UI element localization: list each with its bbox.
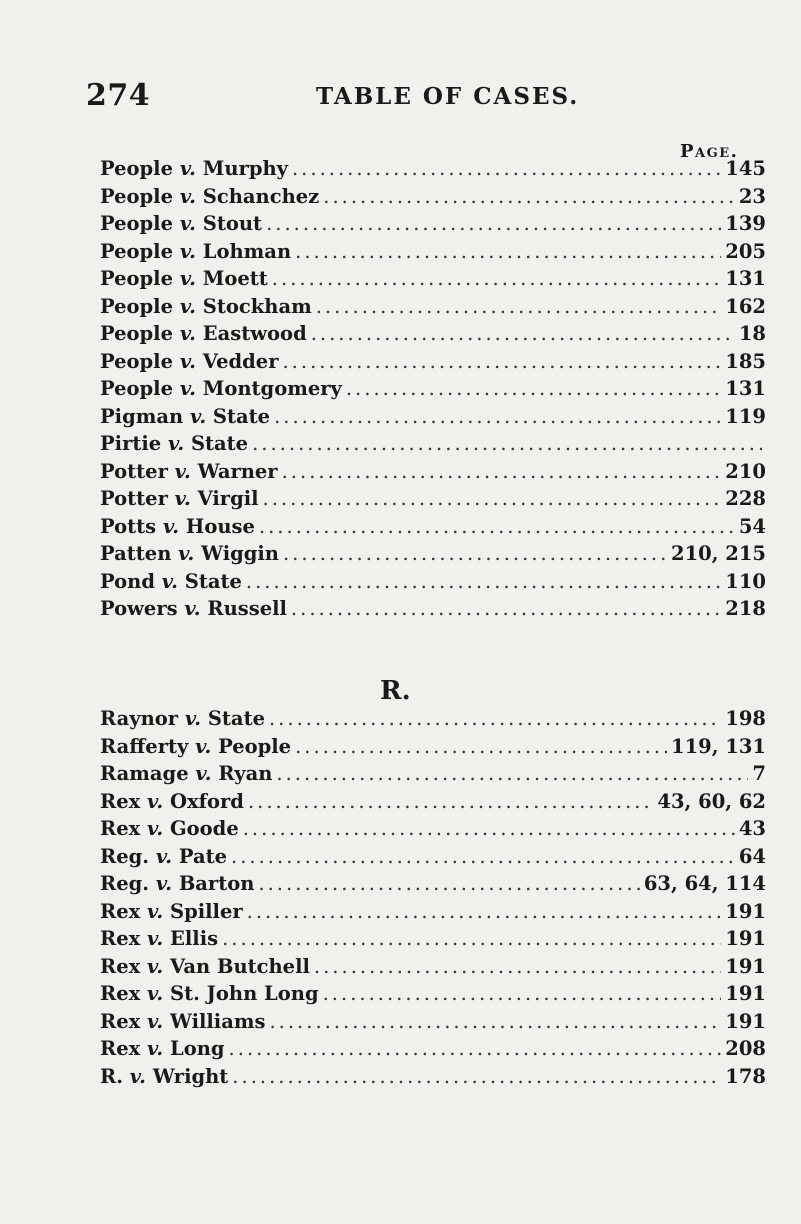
case-entry	[100, 817, 766, 845]
plaintiff: Reg.	[100, 844, 150, 868]
plaintiff: People	[100, 349, 174, 373]
page-references: 191	[725, 927, 766, 950]
defendant: Lohman	[202, 239, 292, 263]
dot-leader	[222, 927, 721, 950]
page-references: 63, 64, 114	[643, 872, 766, 895]
running-title: TABLE OF CASES.	[316, 83, 580, 110]
defendant: People	[218, 734, 292, 758]
versus: v.	[179, 322, 196, 345]
plaintiff: Pond	[100, 569, 155, 593]
case-name	[100, 377, 342, 400]
page-references: 191	[725, 1009, 766, 1033]
dot-leader	[266, 212, 721, 235]
versus: v.	[184, 597, 201, 620]
dot-leader	[272, 267, 721, 290]
defendant: Stout	[202, 212, 263, 235]
plaintiff: Reg.	[100, 872, 150, 895]
case-entry	[100, 460, 766, 488]
dot-leader	[291, 597, 721, 620]
dot-leader	[323, 982, 722, 1005]
versus: v.	[174, 459, 191, 483]
versus: v.	[178, 542, 195, 565]
case-entry	[100, 212, 766, 240]
dot-leader	[246, 570, 721, 593]
case-name	[100, 267, 268, 290]
defendant: Barton	[178, 872, 255, 895]
case-name	[100, 845, 227, 868]
case-name	[100, 405, 270, 428]
defendant: St. John Long	[170, 982, 319, 1005]
dot-leader	[295, 240, 721, 263]
versus: v.	[147, 899, 164, 923]
plaintiff: Rex	[100, 927, 141, 950]
plaintiff: Rex	[100, 954, 141, 978]
case-name	[100, 542, 279, 565]
dot-leader	[314, 955, 721, 978]
defendant: State	[184, 569, 242, 593]
plaintiff: Potts	[100, 514, 157, 538]
case-name	[100, 570, 242, 593]
versus: v.	[167, 432, 185, 455]
versus: v.	[184, 707, 202, 730]
defendant: Williams	[170, 1009, 266, 1033]
page-references: 218	[725, 597, 766, 620]
case-name	[100, 350, 278, 373]
plaintiff: Patten	[100, 542, 172, 565]
case-entry	[100, 350, 766, 378]
plaintiff: Rex	[100, 789, 141, 813]
dot-leader	[247, 900, 722, 923]
case-name	[100, 872, 254, 895]
dot-leader	[283, 542, 667, 565]
plaintiff: People	[100, 239, 174, 263]
plaintiff: Rex	[100, 899, 141, 923]
page-references: 18	[738, 322, 766, 345]
case-entry	[100, 267, 766, 295]
defendant: State	[207, 707, 265, 730]
versus: v.	[161, 569, 178, 593]
page-column-heading: Page.	[680, 141, 739, 162]
case-entry	[100, 790, 766, 818]
versus: v.	[179, 184, 196, 208]
versus: v.	[147, 1009, 164, 1033]
case-entry	[100, 735, 766, 763]
case-entry	[100, 707, 766, 735]
versus: v.	[179, 239, 196, 263]
page-references: 119	[725, 404, 766, 428]
defendant: Vedder	[202, 349, 279, 373]
defendant: Murphy	[202, 157, 288, 180]
defendant: Schanchez	[202, 184, 320, 208]
defendant: State	[190, 432, 249, 455]
case-name	[100, 185, 319, 208]
case-name	[100, 927, 218, 950]
versus: v.	[162, 514, 180, 538]
case-name	[100, 212, 262, 235]
case-entry	[100, 487, 766, 515]
plaintiff: Rex	[100, 982, 141, 1005]
defendant: Moett	[202, 267, 268, 290]
page-header	[86, 78, 766, 118]
case-entry	[100, 982, 766, 1010]
case-entry	[100, 185, 766, 213]
versus: v.	[195, 734, 212, 758]
defendant: Long	[170, 1037, 225, 1060]
case-name	[100, 817, 239, 840]
versus: v.	[147, 927, 164, 950]
case-entry	[100, 295, 766, 323]
versus: v.	[179, 377, 196, 400]
page-references: 191	[725, 982, 766, 1005]
page-references: 54	[738, 514, 766, 538]
page-references: 210	[725, 459, 766, 483]
page-references: 145	[725, 157, 766, 180]
versus: v.	[129, 1064, 146, 1088]
page-references: 210, 215	[671, 542, 766, 565]
case-entry	[100, 900, 766, 928]
plaintiff: Powers	[100, 597, 178, 620]
dot-leader	[269, 1010, 721, 1033]
defendant: Ellis	[170, 927, 219, 950]
case-name	[100, 460, 278, 483]
dot-leader	[258, 872, 639, 895]
case-name	[100, 735, 291, 758]
dot-leader	[276, 762, 748, 785]
case-entry	[100, 955, 766, 983]
case-entry	[100, 570, 766, 598]
case-entry	[100, 597, 766, 625]
defendant: State	[212, 404, 271, 428]
versus: v.	[147, 982, 164, 1005]
dot-leader	[269, 707, 721, 730]
case-name	[100, 597, 287, 620]
dot-leader	[346, 377, 721, 400]
case-name	[100, 707, 265, 730]
defendant: Oxford	[170, 789, 244, 813]
page-references: 178	[725, 1064, 766, 1088]
case-name	[100, 982, 319, 1005]
page-references: 191	[725, 954, 766, 978]
case-list-p	[100, 157, 766, 625]
plaintiff: People	[100, 294, 174, 318]
plaintiff: People	[100, 184, 174, 208]
page-references: 7	[752, 762, 766, 785]
case-entry	[100, 1037, 766, 1065]
dot-leader	[282, 350, 721, 373]
dot-leader	[248, 790, 653, 813]
defendant: Ryan	[218, 762, 273, 785]
case-entry	[100, 542, 766, 570]
case-entry	[100, 405, 766, 433]
versus: v.	[174, 487, 191, 510]
dot-leader	[323, 185, 735, 208]
plaintiff: Pirtie	[100, 432, 162, 455]
case-name	[100, 157, 288, 180]
page-references: 23	[738, 184, 766, 208]
dot-leader	[263, 487, 722, 510]
case-name	[100, 432, 248, 455]
defendant: Russell	[207, 597, 287, 620]
case-entry	[100, 845, 766, 873]
defendant: Goode	[170, 817, 239, 840]
case-entry	[100, 1065, 766, 1093]
plaintiff: People	[100, 212, 174, 235]
dot-leader	[252, 432, 762, 455]
defendant: Stockham	[202, 294, 312, 318]
dot-leader	[311, 322, 735, 345]
versus: v.	[179, 294, 196, 318]
case-name	[100, 1065, 228, 1088]
page-references: 131	[725, 377, 766, 400]
plaintiff: Potter	[100, 459, 168, 483]
dot-leader	[316, 295, 722, 318]
defendant: Wright	[152, 1064, 229, 1088]
versus: v.	[147, 954, 164, 978]
dot-leader	[295, 735, 667, 758]
page-references: 64	[738, 844, 766, 868]
case-name	[100, 762, 272, 785]
page-references: 131	[725, 267, 766, 290]
defendant: House	[185, 514, 255, 538]
versus: v.	[179, 212, 196, 235]
plaintiff: Potter	[100, 487, 168, 510]
defendant: Eastwood	[202, 322, 307, 345]
case-entry	[100, 927, 766, 955]
plaintiff: People	[100, 322, 174, 345]
case-entry	[100, 377, 766, 405]
case-name	[100, 790, 244, 813]
plaintiff: People	[100, 157, 174, 180]
versus: v.	[179, 349, 196, 373]
plaintiff: People	[100, 377, 174, 400]
page-references: 191	[725, 899, 766, 923]
versus: v.	[155, 844, 173, 868]
dot-leader	[243, 817, 735, 840]
defendant: Van Butchell	[170, 954, 310, 978]
versus: v.	[179, 157, 196, 180]
case-entry	[100, 1010, 766, 1038]
dot-leader	[232, 1065, 721, 1088]
page-references: 110	[725, 569, 766, 593]
versus: v.	[155, 872, 173, 895]
defendant: Virgil	[197, 487, 259, 510]
page-references: 205	[725, 239, 766, 263]
versus: v.	[147, 817, 164, 840]
plaintiff: R.	[100, 1064, 123, 1088]
page-references: 208	[725, 1037, 766, 1060]
dot-leader	[229, 1037, 722, 1060]
page-references: 198	[725, 707, 766, 730]
page-references: 228	[725, 487, 766, 510]
defendant: Montgomery	[202, 377, 342, 400]
versus: v.	[189, 404, 207, 428]
page-references: 119, 131	[671, 734, 766, 758]
case-name	[100, 240, 291, 263]
case-name	[100, 1037, 225, 1060]
dot-leader	[231, 845, 735, 868]
dot-leader	[274, 405, 721, 428]
case-name	[100, 1010, 265, 1033]
page-references: 185	[725, 349, 766, 373]
dot-leader	[282, 460, 722, 483]
section-letter: R.	[380, 676, 411, 706]
plaintiff: Rex	[100, 1037, 141, 1060]
plaintiff: Rafferty	[100, 734, 189, 758]
plaintiff: Rex	[100, 1009, 141, 1033]
defendant: Wiggin	[201, 542, 279, 565]
page-references: 162	[725, 294, 766, 318]
case-name	[100, 322, 307, 345]
defendant: Spiller	[170, 899, 243, 923]
page-references: 43	[738, 817, 766, 840]
case-list-r	[100, 707, 766, 1092]
case-name	[100, 487, 259, 510]
case-name	[100, 955, 310, 978]
case-entry	[100, 762, 766, 790]
case-entry	[100, 157, 766, 185]
plaintiff: Rex	[100, 817, 141, 840]
plaintiff: Ramage	[100, 762, 189, 785]
defendant: Pate	[178, 844, 228, 868]
versus: v.	[179, 267, 196, 290]
case-name	[100, 295, 312, 318]
versus: v.	[147, 1037, 164, 1060]
dot-leader	[292, 157, 721, 180]
page-number: 274	[86, 78, 151, 113]
defendant: Warner	[197, 459, 278, 483]
case-name	[100, 515, 255, 538]
plaintiff: Raynor	[100, 707, 179, 730]
versus: v.	[195, 762, 212, 785]
case-entry	[100, 240, 766, 268]
dot-leader	[259, 515, 735, 538]
page-references: 43, 60, 62	[657, 789, 766, 813]
case-name	[100, 900, 243, 923]
case-entry	[100, 515, 766, 543]
versus: v.	[147, 789, 164, 813]
plaintiff: Pigman	[100, 404, 184, 428]
page-references: 139	[725, 212, 766, 235]
case-entry	[100, 872, 766, 900]
case-entry	[100, 432, 766, 460]
plaintiff: People	[100, 267, 174, 290]
case-entry	[100, 322, 766, 350]
